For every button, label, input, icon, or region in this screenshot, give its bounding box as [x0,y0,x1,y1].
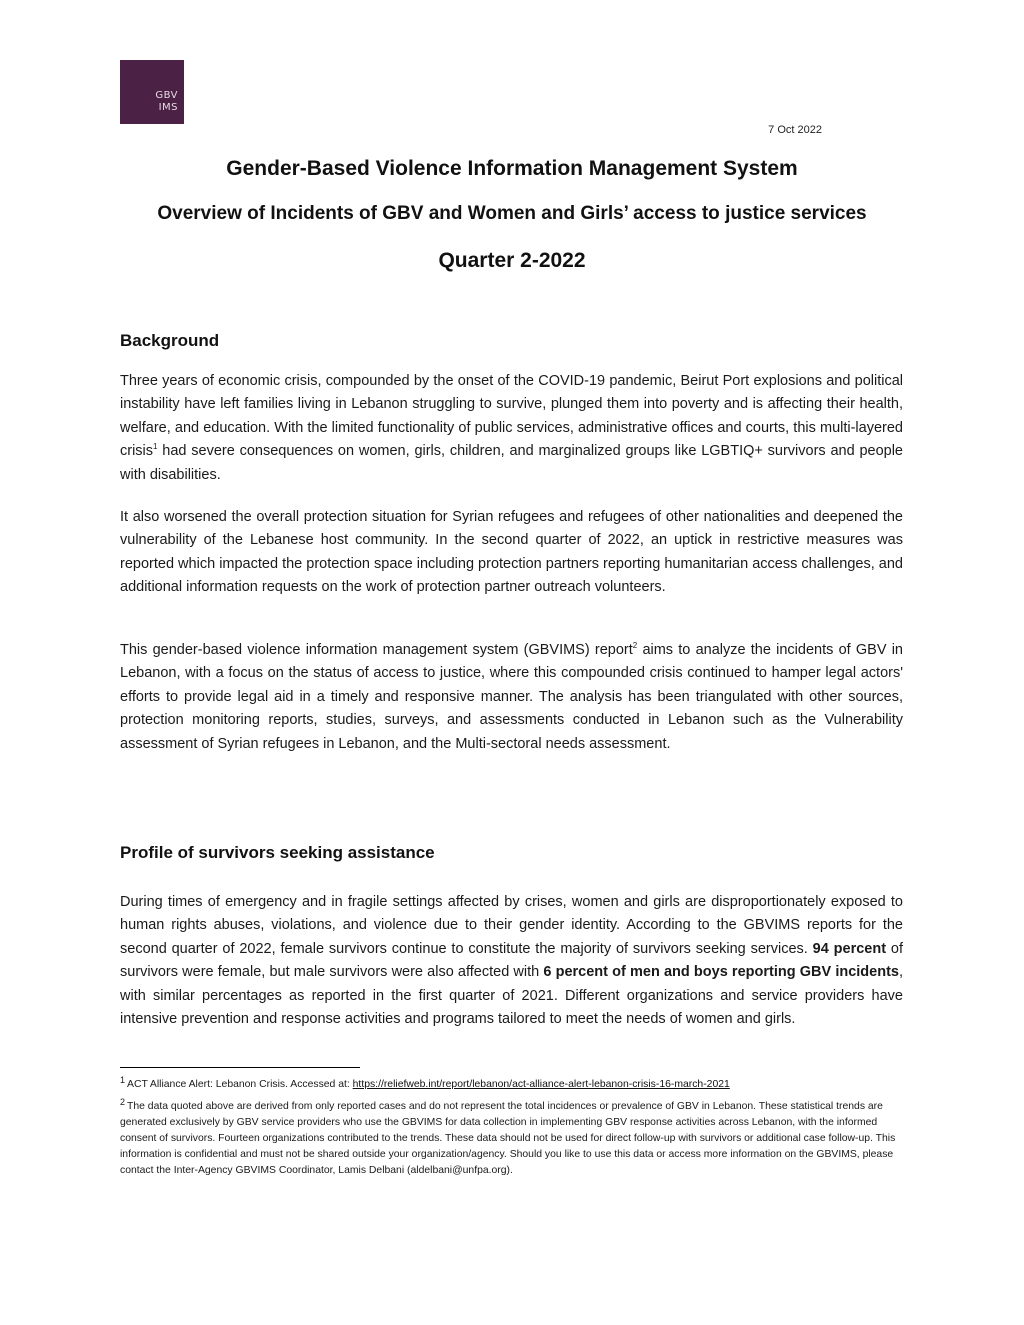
footnote-number: 1 [120,1074,126,1085]
text: had severe consequences on women, girls, children, and marginalized groups like LGBTIQ+ survivors and people with disabilities. [120,443,903,483]
text: During times of emergency and in fragile settings affected by crises, women and girls are disproportionately exposed to human rights abuses, violations, and violence due to their gender identity. According to the GBVIMS reports for the second quarter of 2022, female survivors continue to constitute the majority of survivors seeking services. [120,894,903,957]
footnote-text: The data quoted above are derived from only reported cases and do not represent the total incidences or prevalence of GBV in Lebanon. These statistical trends are generated exclusively by GBV service providers who use the GBVIMS for data collection in implementing GBV response activities across Lebanon, with the informed consent of survivors. Fourteen organizations contributed to the trends. These data should not be used for direct follow-up with survivors or additional case follow-up. This information is confidential and must not be shared outside your organization/agency. Should you like to use this data or access more information on the GBVIMS, please contact the Inter-Agency GBVIMS Coordinator, Lamis Delbani (aldelbani@unfpa.org). [120,1101,896,1176]
text: , with similar percentages as reported in the first quarter of 2021. Different organizations and service providers have intensive prevention and response activities and programs tailored to meet the needs of women and girls. [120,964,903,1028]
logo-line-2: IMS [158,102,178,113]
footnote-number: 2 [120,1096,126,1107]
text: of survivors were female, but male survivors were also affected with [120,940,903,981]
background-paragraph-3 [120,639,903,756]
profile-heading: Profile of survivors seeking assistance [120,843,435,862]
title-line-1: Gender-Based Violence Information Management System [226,157,798,180]
footnote-text: ACT Alliance Alert: Lebanon Crisis. Accessed at: [127,1079,353,1090]
logo-line-1: GBV [155,90,178,101]
footnote-2 [120,1096,910,1179]
text: aims to analyze the incidents of GBV in Lebanon, with a focus on the status of access to justice, where this compounded crisis continued to hamper legal actors' efforts to provide legal aid in a timely and responsive manner. The analysis has been triangulated with other sources, protection monitoring reports, studies, surveys, and assessments conducted in Lebanon such as the Vulnerability assessment of Syrian refugees in Lebanon, and the Multi-sectoral needs assessment. [120,642,903,752]
footnote-ref-2[interactable]: 2 [632,641,638,651]
footnote-ref-1[interactable]: 1 [153,442,158,452]
background-heading: Background [120,331,220,350]
text: Three years of economic crisis, compounded by the onset of the COVID-19 pandemic, Beirut Port explosions and political instability have left families living in Lebanon struggling to survive, plunged them into poverty and is affecting their health, welfare, and education. With the limited functionality of public services, administrative offices and courts, this multi-layered crisis [120,373,903,460]
bold-text: 6 percent of men and boys reporting GBV incidents [543,964,899,981]
logo-text [155,90,178,114]
footnote-link[interactable]: https://reliefweb.int/report/lebanon/act-alliance-alert-lebanon-crisis-16-march-2021 [352,1079,730,1090]
title-line-2: Overview of Incidents of GBV and Women and Girls’ access to justice services [157,203,867,224]
profile-paragraph [120,891,903,1031]
title-line-3: Quarter 2-2022 [438,249,586,272]
background-paragraph-2: It also worsened the overall protection situation for Syrian refugees and refugees of other nationalities and deepened the vulnerability of the Lebanese host community. In the second quarter of 2022, an uptick in restrictive measures was reported which impacted the protection space including protection partners reporting humanitarian access challenges, and additional information requests on the work of protection partner outreach volunteers. [120,509,903,596]
gbvims-logo [120,60,184,124]
bold-text: 94 percent [812,940,887,957]
footnote-1 [120,1074,910,1093]
background-paragraph-1 [120,370,903,487]
report-date: 7 Oct 2022 [768,124,822,136]
footnote-divider [120,1067,360,1068]
text: This gender-based violence information management system (GBVIMS) report [120,642,633,658]
